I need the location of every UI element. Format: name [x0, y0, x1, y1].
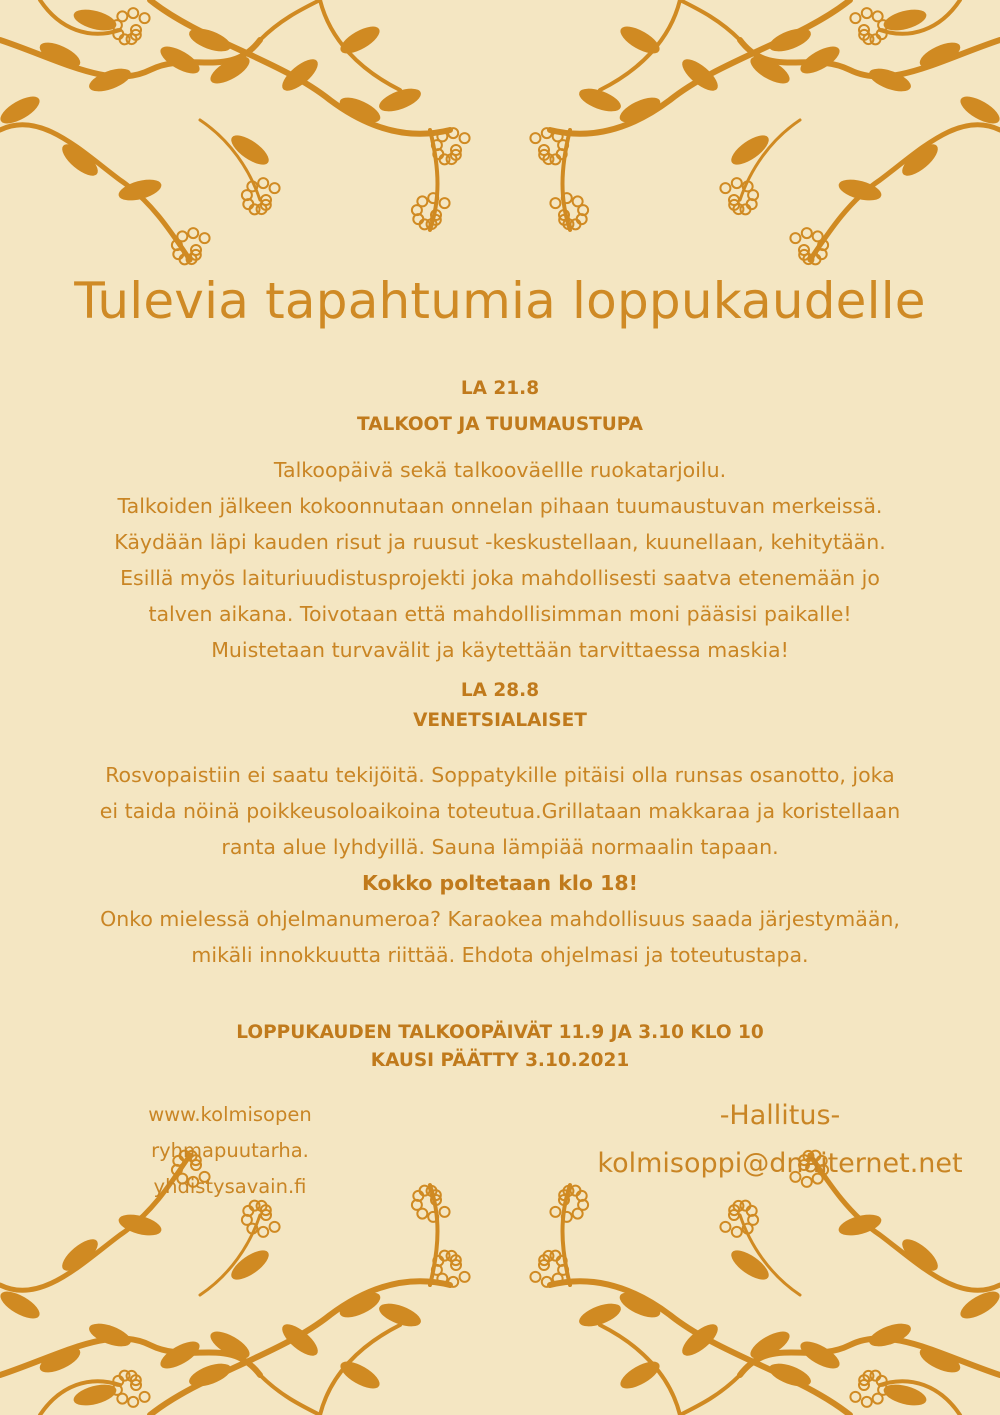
- event-1-description: [0, 452, 1000, 668]
- event-1-line: Esillä myös laituriuudistusprojekti joka mahdollisesti saatva etenemään jo: [120, 566, 880, 590]
- event-2-line: ranta alue lyhdyillä. Sauna lämpiää normaalin tapaan.: [221, 835, 779, 859]
- season-talkoo-days: LOPPUKAUDEN TALKOOPÄIVÄT 11.9 JA 3.10 KLO 10: [236, 1022, 764, 1043]
- event-1-date: LA 21.8: [460, 378, 540, 399]
- website-address[interactable]: [80, 1097, 380, 1205]
- event-2-line: ei taida nöinä poikkeusoloaikoina toteutua.Grillataan makkaraa ja koristellaan: [99, 799, 901, 823]
- event-2-line: mikäli innokkuutta riittää. Ehdota ohjelmasi ja toteutustapa.: [191, 943, 809, 967]
- event-2-line: Onko mielessä ohjelmanumeroa? Karaokea mahdollisuus saada järjestymään,: [100, 907, 900, 931]
- event-1-line: Muistetaan turvavälit ja käytettään tarvittaessa maskia!: [211, 638, 789, 662]
- website-line: ryhmapuutarha.: [151, 1139, 309, 1162]
- website-line: www.kolmisopen: [148, 1103, 312, 1126]
- email-address[interactable]: kolmisoppi@dnaiternet.net: [597, 1148, 963, 1179]
- event-2-title: VENETSIALAISET: [413, 710, 587, 731]
- event-2-description: [0, 757, 1000, 973]
- event-1-title: TALKOOT JA TUUMAUSTUPA: [357, 414, 643, 435]
- website-line: yhdistysavain.fi: [153, 1175, 307, 1198]
- event-2-highlight: Kokko poltetaan klo 18!: [362, 871, 638, 895]
- event-1-line: Talkoopäivä sekä talkooväellle ruokatarjoilu.: [273, 458, 727, 482]
- event-1-line: Talkoiden jälkeen kokoonnutaan onnelan pihaan tuumaustuvan merkeissä.: [117, 494, 883, 518]
- botanical-branch-ornament-bottom-right: [500, 1145, 1000, 1415]
- event-1-line: talven aikana. Toivotaan että mahdollisimman moni pääsisi paikalle!: [148, 602, 852, 626]
- event-1-line: Käydään läpi kauden risut ja ruusut -keskustellaan, kuunellaan, kehitytään.: [114, 530, 886, 554]
- botanical-branch-ornament-top-left: [0, 0, 500, 270]
- botanical-branch-ornament-top-right: [500, 0, 1000, 270]
- signature: -Hallitus-: [719, 1100, 841, 1131]
- season-end: KAUSI PÄÄTTY 3.10.2021: [370, 1050, 630, 1071]
- event-2-line: Rosvopaistiin ei saatu tekijöitä. Soppatykille pitäisi olla runsas osanotto, joka: [105, 763, 895, 787]
- event-2-date: LA 28.8: [460, 680, 540, 701]
- page-title: Tulevia tapahtumia loppukaudelle: [74, 272, 926, 330]
